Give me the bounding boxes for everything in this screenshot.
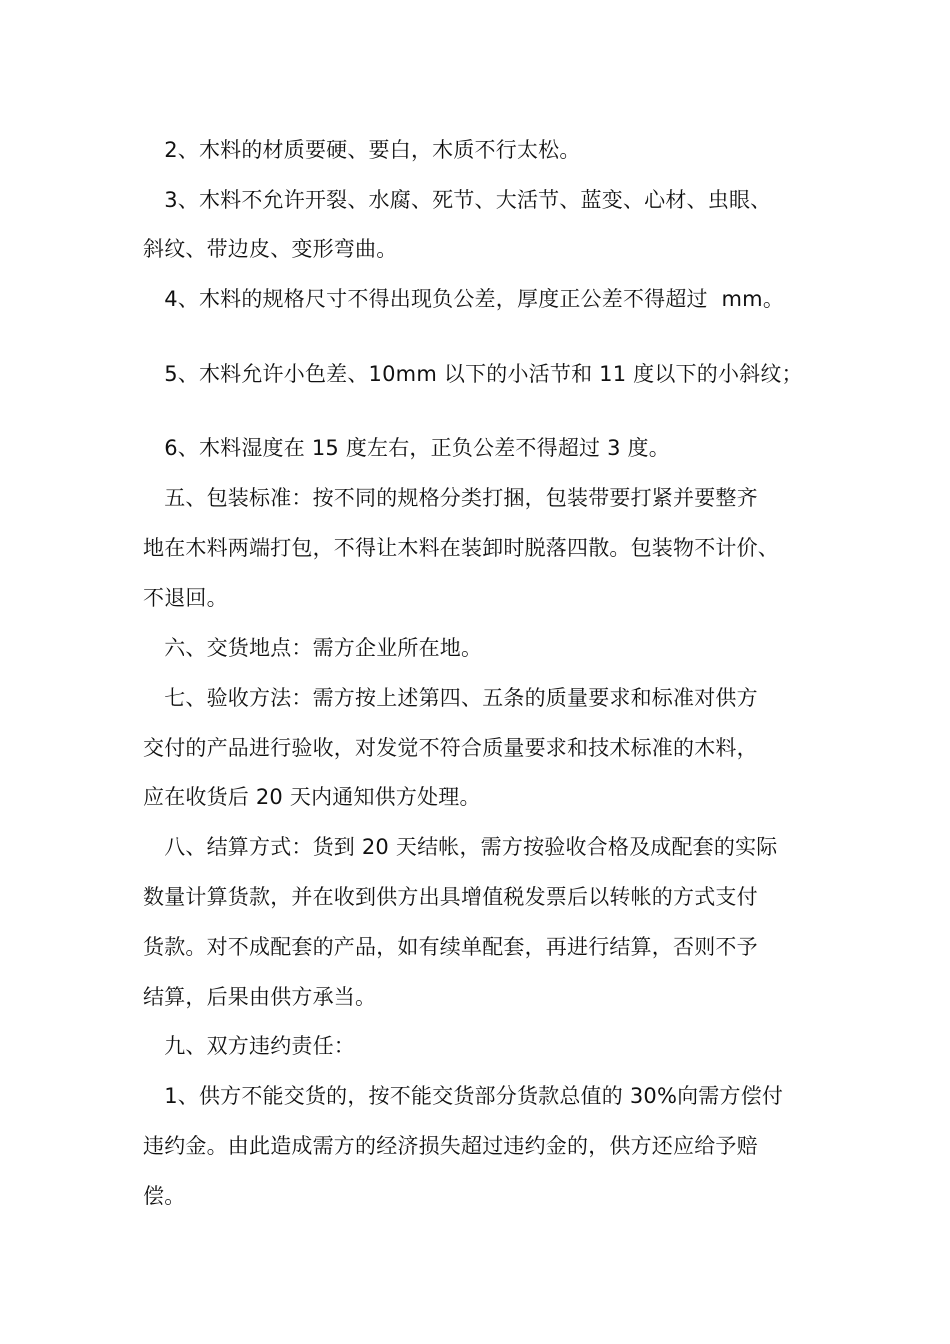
text-line: 六、交货地点：需方企业所在地。 [143, 636, 483, 660]
text-line: 不退回。 [143, 586, 228, 610]
text-line: 结算，后果由供方承当。 [143, 985, 377, 1009]
text-line: 数量计算货款，并在收到供方出具增值税发票后以转帐的方式支付 [143, 885, 758, 909]
text-line: 斜纹、带边皮、变形弯曲。 [143, 237, 398, 261]
text-line: 货款。对不成配套的产品，如有续单配套，再进行结算，否则不予 [143, 935, 758, 959]
text-line: 违约金。由此造成需方的经济损失超过违约金的，供方还应给予赔 [143, 1134, 758, 1158]
text-line: 五、包装标准：按不同的规格分类打捆，包装带要打紧并要整齐 [143, 486, 758, 510]
text-line: 偿。 [143, 1184, 186, 1208]
text-line: 3、木料不允许开裂、水腐、死节、大活节、蓝变、心材、虫眼、 [143, 188, 772, 212]
text-line: 2、木料的材质要硬、要白，木质不行太松。 [143, 138, 581, 162]
text-line: 八、结算方式：货到 20 天结帐，需方按验收合格及成配套的实际 [143, 835, 778, 859]
text-line: 交付的产品进行验收，对发觉不符合质量要求和技术标准的木料， [143, 736, 758, 760]
text-line: 应在收货后 20 天内通知供方处理。 [143, 785, 481, 809]
text-line: 地在木料两端打包，不得让木料在装卸时脱落四散。包装物不计价、 [143, 536, 779, 560]
text-line: 1、供方不能交货的，按不能交货部分货款总值的 30%向需方偿付 [143, 1084, 784, 1108]
text-line: 九、双方违约责任： [143, 1034, 355, 1058]
text-line: 5、木料允许小色差、10mm 以下的小活节和 11 度以下的小斜纹； [143, 362, 803, 386]
text-line: 6、木料湿度在 15 度左右，正负公差不得超过 3 度。 [143, 436, 670, 460]
text-line: 4、木料的规格尺寸不得出现负公差，厚度正公差不得超过 mm。 [143, 287, 785, 311]
text-line: 七、验收方法：需方按上述第四、五条的质量要求和标准对供方 [143, 686, 758, 710]
